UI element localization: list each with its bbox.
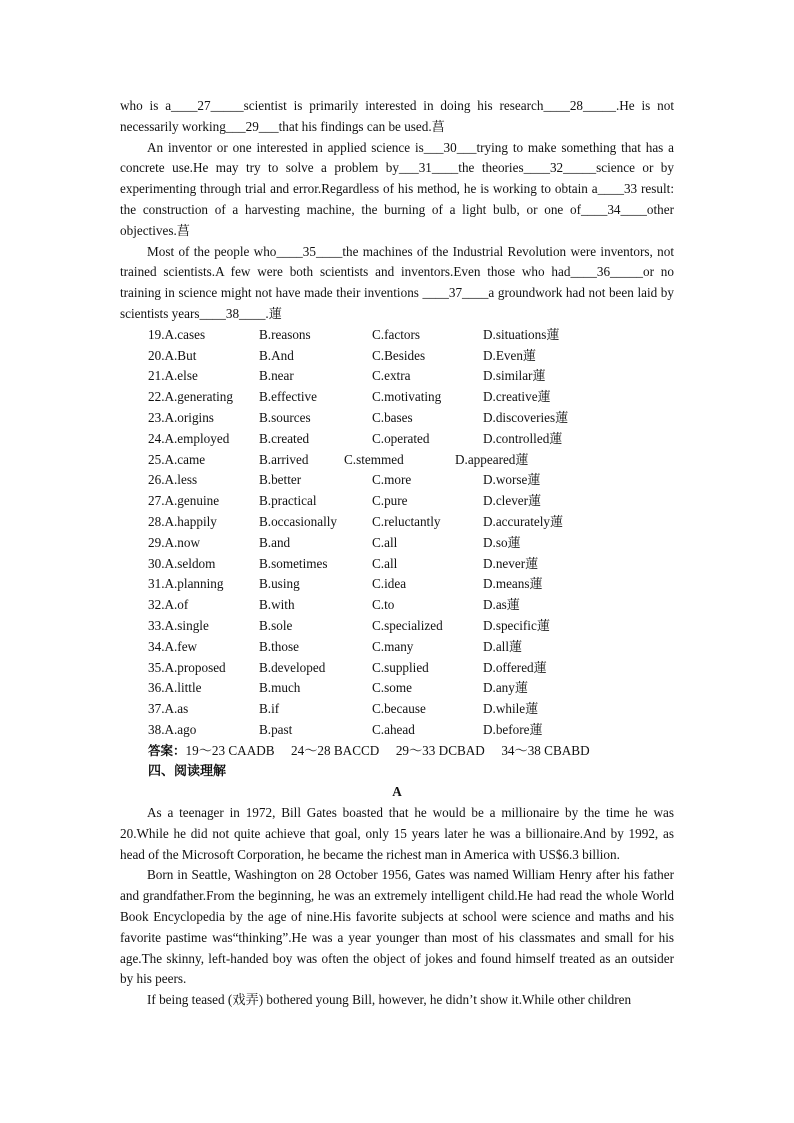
option-b: B.sometimes (259, 555, 328, 571)
option-d: D.never蓮 (483, 555, 539, 571)
answer-label: 答案： (148, 742, 186, 758)
option-row (148, 387, 674, 408)
option-d: D.appeared蓮 (455, 451, 529, 467)
option-a: 25.A.came (148, 451, 206, 467)
option-b: B.developed (259, 659, 326, 675)
option-a: 21.A.else (148, 368, 198, 384)
paragraph-reading-3: If being teased (戏弄) bothered young Bill, however, he didn’t show it.While other children (147, 992, 632, 1008)
option-d: D.specific蓮 (483, 617, 551, 633)
option-a: 32.A.of (148, 597, 189, 613)
option-row (148, 450, 674, 471)
option-b: B.and (259, 534, 291, 550)
paragraph-cloze-2: An inventor or one interested in applied science is___30___trying to make something that has a concrete use.He may try to solve a problem by___31____the theories____32_____science or by experimenting through trial and error.Regardless of his method, he is working to obtain a____33 result: the construction of a harvesting machine, the burning of a light bulb, or one of____34____other objectives.菖 (120, 139, 674, 238)
option-b: B.past (259, 721, 293, 737)
option-a: 31.A.planning (148, 576, 224, 592)
option-b: B.sources (259, 409, 311, 425)
paragraph-reading-2: Born in Seattle, Washington on 28 October 1956, Gates was named William Henry after his father and grandfather.From the beginning, he was an extremely intelligent child.He had read the whole World Book Encyclopedia by the age of nine.His favorite subjects at school were science and maths and his favorite pastime was“thinking”.He was a year younger than most of his classmates and small for his age.The skinny, left-handed boy was often the object of jokes and found himself treated as an outsider by his peers. (120, 867, 674, 987)
option-d: D.creative蓮 (483, 389, 551, 405)
option-a: 37.A.as (148, 701, 189, 717)
option-d: D.situations蓮 (483, 326, 560, 342)
option-b: B.created (259, 430, 310, 446)
document-page (120, 96, 674, 1011)
option-row (148, 658, 674, 679)
option-a: 26.A.less (148, 472, 198, 488)
option-row (148, 574, 674, 595)
option-row (148, 595, 674, 616)
option-c: C.factors (372, 326, 420, 342)
paragraph-cloze-1: who is a____27_____scientist is primarily interested in doing his research____28_____.He is not necessarily working___29___that his findings can be used.菖 (120, 98, 674, 134)
option-c: C.pure (372, 493, 408, 509)
option-c: C.motivating (372, 389, 442, 405)
answer-line (148, 741, 674, 762)
answer-group: 19～23 CAADB (185, 742, 275, 758)
option-a: 24.A.employed (148, 430, 230, 446)
section-title: 四、阅读理解 (148, 763, 227, 779)
option-d: D.all蓮 (483, 638, 523, 654)
option-d: D.offered蓮 (483, 659, 547, 675)
option-a: 27.A.genuine (148, 493, 220, 509)
option-row (148, 616, 674, 637)
option-d: D.as蓮 (483, 597, 520, 613)
option-c: C.to (372, 597, 395, 613)
option-a: 23.A.origins (148, 409, 214, 425)
option-row (148, 491, 674, 512)
option-b: B.arrived (259, 451, 309, 467)
option-row (148, 512, 674, 533)
option-c: C.stemmed (344, 451, 404, 467)
option-row (148, 325, 674, 346)
option-row (148, 470, 674, 491)
option-b: B.And (259, 347, 294, 363)
option-d: D.similar蓮 (483, 368, 546, 384)
option-c: C.ahead (372, 721, 415, 737)
option-a: 22.A.generating (148, 389, 233, 405)
option-d: D.while蓮 (483, 701, 539, 717)
option-b: B.much (259, 680, 301, 696)
option-row (148, 637, 674, 658)
paragraph-reading-1: As a teenager in 1972, Bill Gates boasted that he would be a millionaire by the time he was 20.While he did not quite achieve that goal, only 15 years later he was a billionaire.And by 1992, as head of the Microsoft Corporation, he became the richest man in America with US$6.3 billion. (120, 805, 674, 862)
option-c: C.bases (372, 409, 413, 425)
option-row (148, 366, 674, 387)
answer-group: 29～33 DCBAD (395, 742, 485, 758)
option-b: B.practical (259, 493, 317, 509)
option-a: 33.A.single (148, 617, 209, 633)
option-d: D.accurately蓮 (483, 513, 564, 529)
option-c: C.extra (372, 368, 411, 384)
answer-group: 34～38 CBABD (501, 742, 590, 758)
option-b: B.reasons (259, 326, 311, 342)
option-c: C.because (372, 701, 426, 717)
option-d: D.any蓮 (483, 680, 529, 696)
option-c: C.operated (372, 430, 430, 446)
option-c: C.some (372, 680, 412, 696)
option-row (148, 678, 674, 699)
option-b: B.those (259, 638, 299, 654)
option-c: C.idea (372, 576, 407, 592)
option-b: B.effective (259, 389, 317, 405)
option-b: B.using (259, 576, 300, 592)
option-d: D.clever蓮 (483, 493, 542, 509)
passage-letter: A (392, 784, 402, 800)
option-row (148, 720, 674, 741)
option-c: C.all (372, 534, 398, 550)
option-d: D.discoveries蓮 (483, 409, 569, 425)
option-row (148, 533, 674, 554)
option-a: 19.A.cases (148, 326, 206, 342)
option-d: D.Even蓮 (483, 347, 537, 363)
option-row (148, 429, 674, 450)
option-b: B.occasionally (259, 513, 338, 529)
option-a: 34.A.few (148, 638, 198, 654)
option-row (148, 408, 674, 429)
option-d: D.worse蓮 (483, 472, 541, 488)
answer-group: 24～28 BACCD (291, 742, 380, 758)
option-a: 30.A.seldom (148, 555, 216, 571)
option-b: B.if (259, 701, 280, 717)
option-b: B.better (259, 472, 302, 488)
option-c: C.supplied (372, 659, 429, 675)
option-c: C.reluctantly (372, 513, 441, 529)
option-row (148, 699, 674, 720)
option-c: C.more (372, 472, 412, 488)
option-d: D.before蓮 (483, 721, 543, 737)
option-d: D.controlled蓮 (483, 430, 563, 446)
option-c: C.Besides (372, 347, 426, 363)
option-c: C.all (372, 555, 398, 571)
option-row (148, 554, 674, 575)
option-a: 20.A.But (148, 347, 197, 363)
option-c: C.specialized (372, 617, 443, 633)
options-list (148, 325, 674, 741)
option-b: B.with (259, 597, 295, 613)
option-b: B.sole (259, 617, 293, 633)
option-a: 28.A.happily (148, 513, 217, 529)
option-row (148, 346, 674, 367)
option-d: D.so蓮 (483, 534, 521, 550)
option-c: C.many (372, 638, 414, 654)
option-a: 38.A.ago (148, 721, 197, 737)
option-a: 29.A.now (148, 534, 201, 550)
option-a: 36.A.little (148, 680, 202, 696)
option-d: D.means蓮 (483, 576, 543, 592)
option-a: 35.A.proposed (148, 659, 226, 675)
paragraph-cloze-3: Most of the people who____35____the machines of the Industrial Revolution were inventors, not trained scientists.A few were both scientists and inventors.Even those who had____36_____or no training in science might not have made their inventions ____37____a groundwork had not been laid by scientists years____38____.蓮 (120, 243, 674, 321)
option-b: B.near (259, 368, 294, 384)
